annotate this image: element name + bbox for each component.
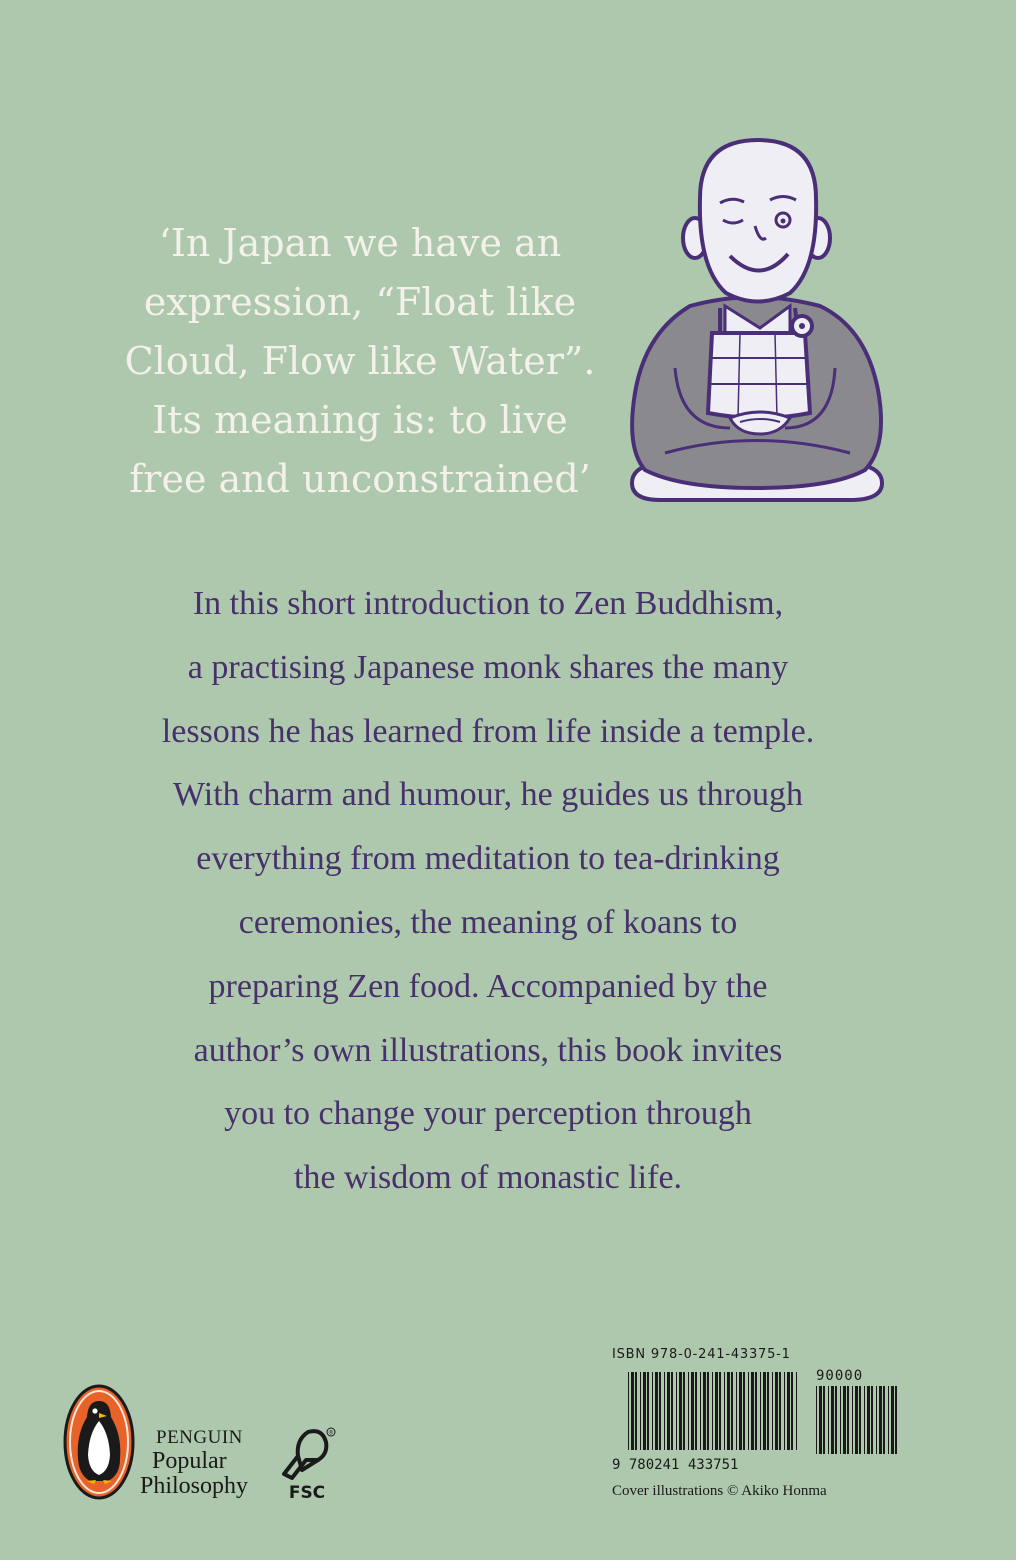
blurb-line: lessons he has learned from life inside a temple. [161, 712, 815, 750]
series-name-line2: Philosophy [140, 1473, 249, 1499]
barcode-bar [667, 1372, 670, 1450]
barcode-bar [727, 1372, 730, 1450]
barcode-bar [751, 1372, 754, 1450]
blurb-line: With charm and humour, he guides us through [173, 776, 803, 814]
barcode-bar [760, 1372, 761, 1450]
barcode-bar [676, 1372, 677, 1450]
barcode-bar [796, 1372, 797, 1450]
barcode-bar [784, 1372, 785, 1450]
blurb-line: author’s own illustrations, this book invites [193, 1031, 783, 1069]
barcode-bar [835, 1386, 837, 1454]
barcode-bar [871, 1386, 873, 1454]
barcode-bar [652, 1372, 653, 1450]
barcode-bar [640, 1372, 641, 1450]
barcode-bar [843, 1386, 846, 1454]
penguin-logo-icon [62, 1383, 136, 1501]
publisher-name: PENGUIN [156, 1427, 243, 1448]
barcode-bar [655, 1372, 658, 1450]
barcode-bar [763, 1372, 766, 1450]
quote-line: ‘In Japan we have an [158, 221, 562, 265]
barcode-bar [840, 1386, 841, 1454]
barcode-bar [864, 1386, 865, 1454]
barcode-digits: 9 780241 433751 [612, 1457, 739, 1473]
barcode-bar [683, 1372, 685, 1450]
barcode-bar [631, 1372, 634, 1450]
barcode-bar [755, 1372, 757, 1450]
fsc-registered-mark: ® [328, 1429, 334, 1437]
barcode-bar [775, 1372, 778, 1450]
barcode-bar [772, 1372, 773, 1450]
barcode-bar [724, 1372, 725, 1450]
barcode-bar [664, 1372, 665, 1450]
blurb-line: the wisdom of monastic life. [293, 1159, 683, 1197]
barcode-bar [791, 1372, 793, 1450]
barcode-bar [828, 1386, 829, 1454]
monk-illustration [620, 128, 890, 513]
barcode-bar [671, 1372, 673, 1450]
barcode-bar [895, 1386, 897, 1454]
barcode-bar [859, 1386, 861, 1454]
quote-line: expression, “Float like [143, 280, 577, 324]
barcode-bar [703, 1372, 706, 1450]
illustration-credit: Cover illustrations © Akiko Honma [612, 1483, 827, 1499]
isbn-label: ISBN 978-0-241-43375-1 [612, 1347, 791, 1362]
barcode-bar [823, 1386, 825, 1454]
quote-line: Its meaning is: to live [152, 398, 568, 442]
blurb-line: In this short introduction to Zen Buddhism, [192, 585, 784, 622]
barcode-bar [787, 1372, 790, 1450]
barcode-addon-bars [816, 1386, 897, 1454]
blurb [60, 572, 916, 1210]
barcode-bar [715, 1372, 718, 1450]
barcode-bar [891, 1386, 894, 1454]
barcode-bar [731, 1372, 733, 1450]
barcode-bar [847, 1386, 849, 1454]
blurb-line: preparing Zen food. Accompanied by the [208, 967, 768, 1005]
barcode-bar [695, 1372, 697, 1450]
price-code: 90000 [816, 1368, 864, 1384]
barcode-bar [883, 1386, 885, 1454]
barcode-bar [748, 1372, 749, 1450]
barcode-bar [635, 1372, 637, 1450]
isbn-barcode [610, 1368, 900, 1473]
barcode-bar [643, 1372, 646, 1450]
barcode-bar [767, 1372, 769, 1450]
series-name-line1: Popular [152, 1448, 227, 1474]
blurb-line: everything from meditation to tea-drinking [196, 840, 780, 878]
barcode-bar [888, 1386, 889, 1454]
barcode-bar [855, 1386, 858, 1454]
barcode-bar [816, 1386, 817, 1454]
barcode-bar [879, 1386, 882, 1454]
imprint-text [140, 1428, 248, 1498]
barcode-bar [876, 1386, 877, 1454]
quote-line: Cloud, Flow like Water”. [124, 339, 596, 383]
fsc-label: FSC [288, 1483, 326, 1502]
barcode-bar [700, 1372, 701, 1450]
barcode-bar [779, 1372, 781, 1450]
barcode-bar [739, 1372, 742, 1450]
blurb-line: ceremonies, the meaning of koans to [238, 903, 738, 941]
barcode-bar [679, 1372, 682, 1450]
barcode-bar [743, 1372, 745, 1450]
barcode-bar [831, 1386, 834, 1454]
blurb-line: you to change your perception through [224, 1095, 752, 1133]
barcode-bar [647, 1372, 649, 1450]
barcode-bar [707, 1372, 709, 1450]
barcode-bar [819, 1386, 822, 1454]
barcode-bar [736, 1372, 737, 1450]
barcode-bar [688, 1372, 689, 1450]
quote-line: free and unconstrained’ [129, 457, 591, 501]
pull-quote [100, 214, 620, 509]
barcode-bar [691, 1372, 694, 1450]
barcode-bar [852, 1386, 853, 1454]
barcode-bar [712, 1372, 713, 1450]
barcode-bar [719, 1372, 721, 1450]
fsc-logo-icon [278, 1426, 336, 1502]
barcode-bar [867, 1386, 870, 1454]
barcode-bar [628, 1372, 629, 1450]
blurb-line: a practising Japanese monk shares the many [187, 648, 789, 686]
barcode-bar [659, 1372, 661, 1450]
